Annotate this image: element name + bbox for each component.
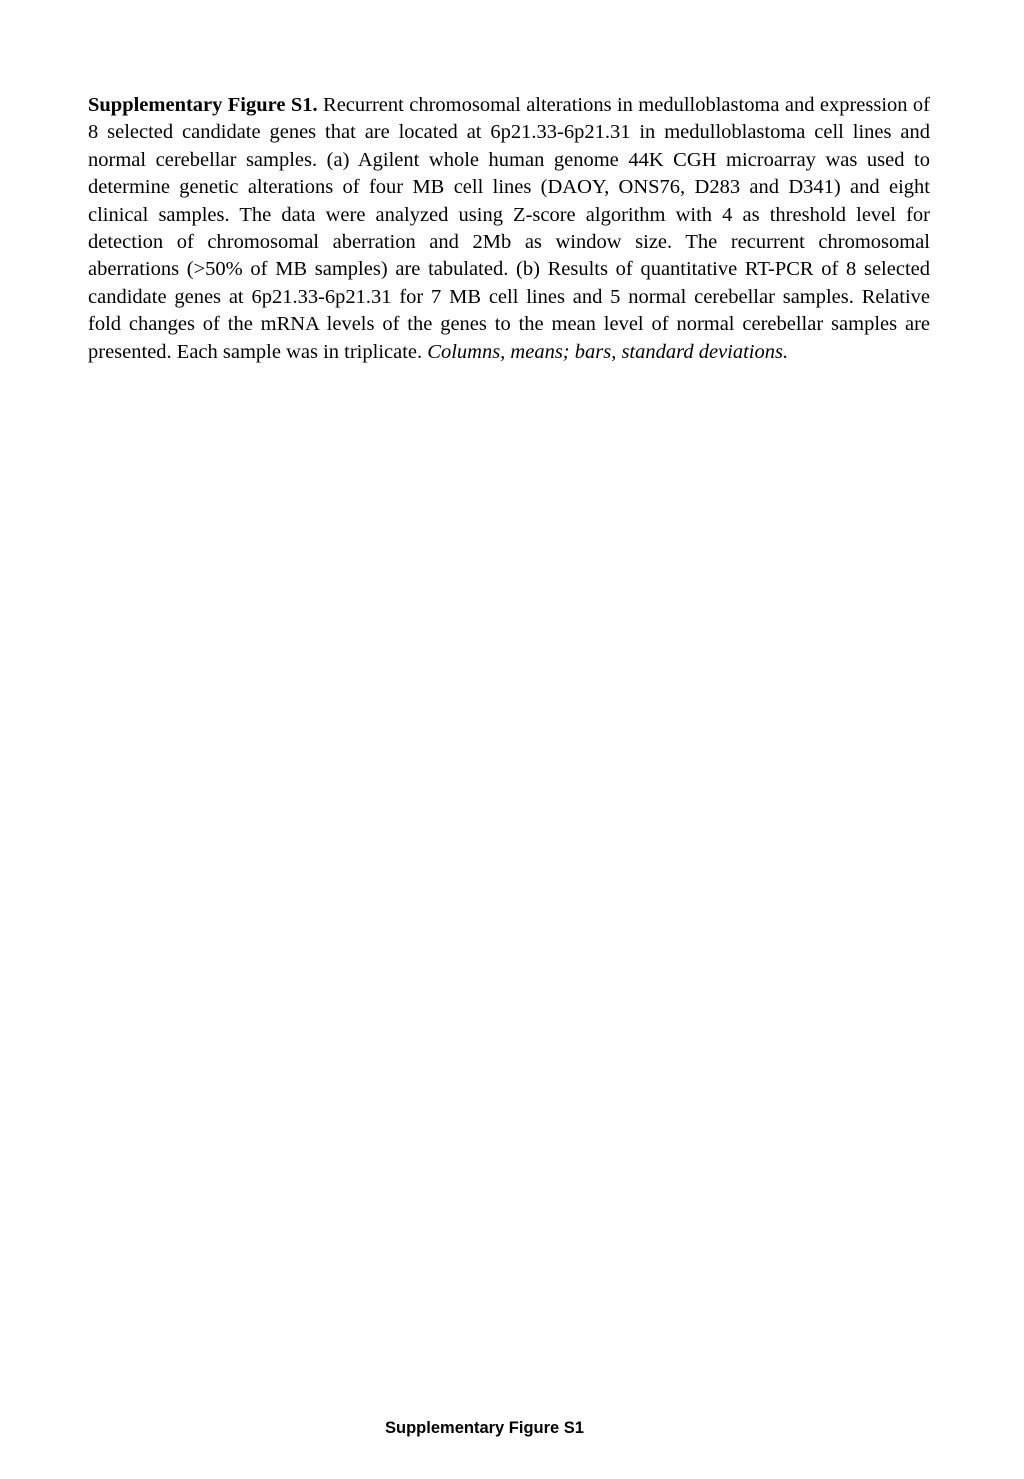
figure-caption <box>88 92 930 366</box>
page-footer-label: Supplementary Figure S1 <box>385 1419 584 1437</box>
caption-label: Supplementary Figure S1. <box>88 94 318 116</box>
caption-body: Recurrent chromosomal alterations in medulloblastoma and expression of 8 selected candidate genes that are located at 6p21.33-6p21.31 in medulloblastoma cell lines and normal cerebellar samples. (a) Agilent whole human genome 44K CGH microarray was used to determine genetic alterations of four MB cell lines (DAOY, ONS76, D283 and D341) and eight clinical samples. The data were analyzed using Z-score algorithm with 4 as threshold level for detection of chromosomal aberration and 2Mb as window size. The recurrent chromosomal aberrations (>50% of MB samples) are tabulated. (b) Results of quantitative RT-PCR of 8 selected candidate genes at 6p21.33-6p21.31 for 7 MB cell lines and 5 normal cerebellar samples. Relative fold changes of the mRNA levels of the genes to the mean level of normal cerebellar samples are presented. Each sample was in triplicate. <box>88 94 930 363</box>
caption-note: Columns, means; bars, standard deviations. <box>427 340 789 363</box>
